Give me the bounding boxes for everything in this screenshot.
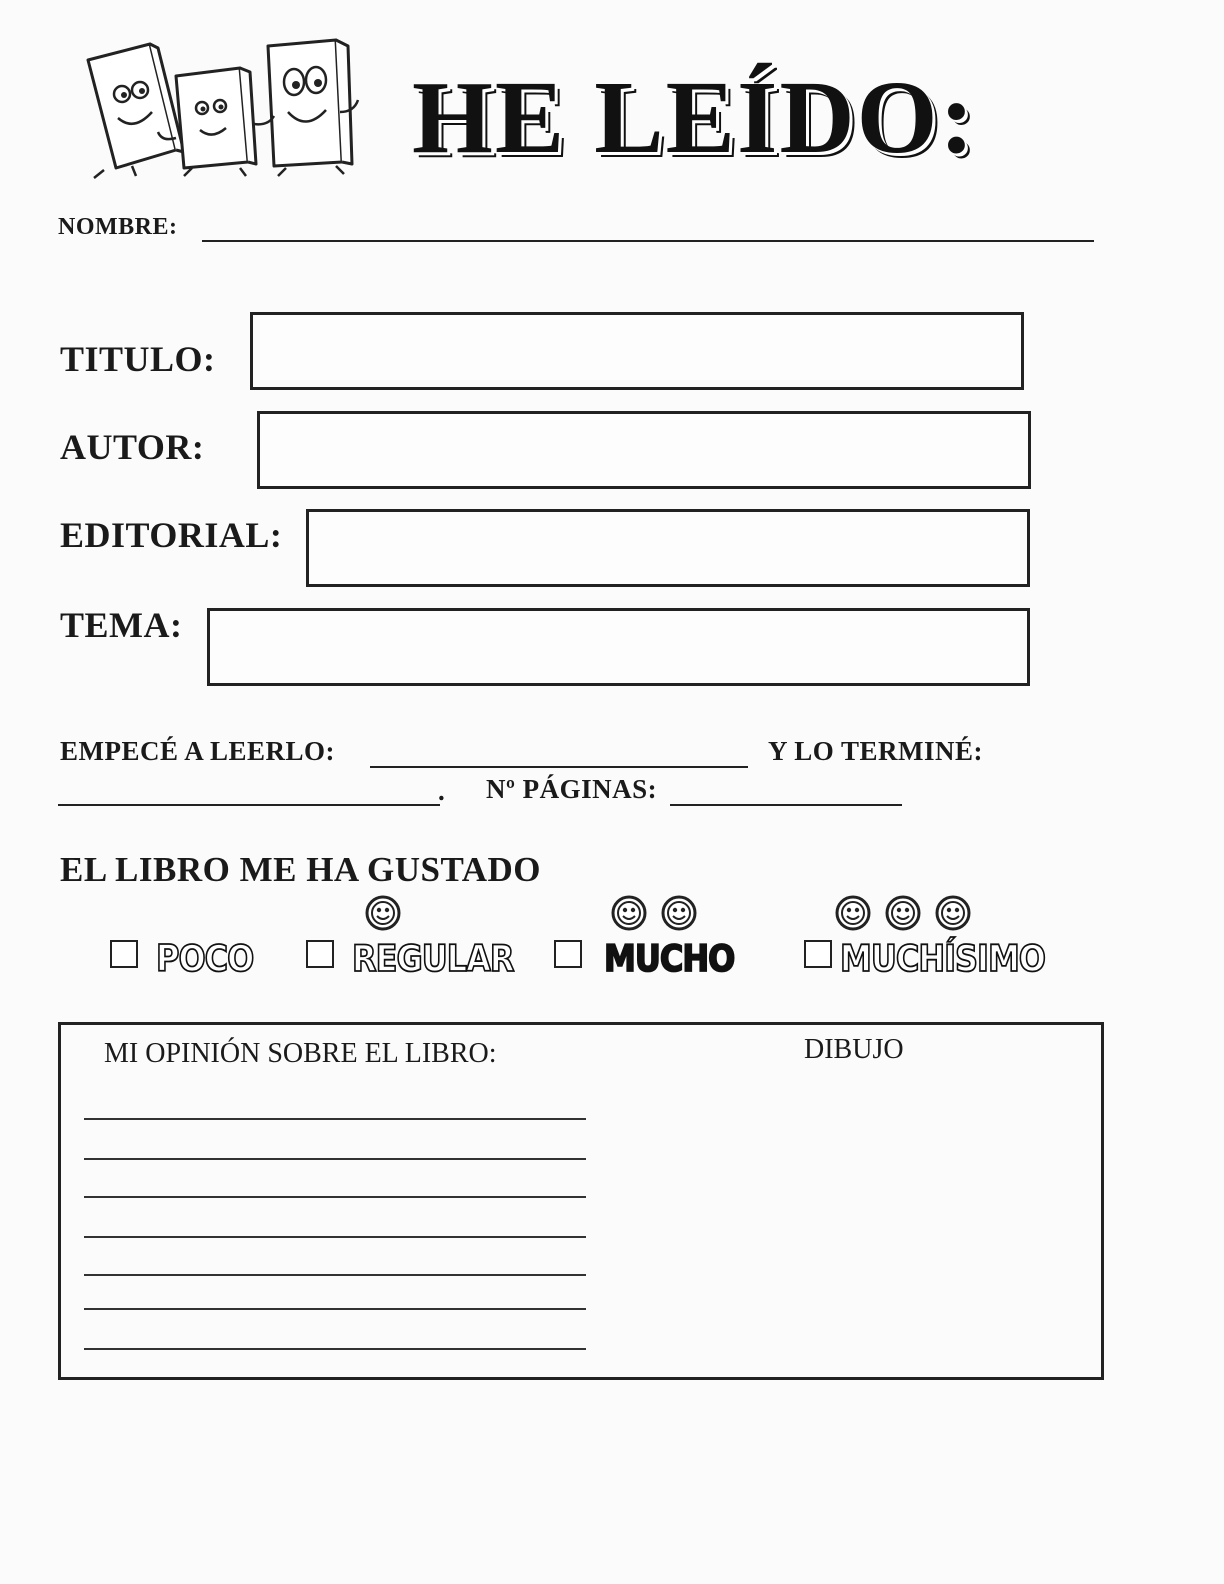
regular-checkbox[interactable] — [306, 940, 334, 968]
mucho-label: MUCHO — [604, 936, 735, 981]
books-illustration — [80, 32, 370, 182]
titulo-label: TITULO: — [60, 339, 216, 379]
opinion-line[interactable] — [84, 1236, 586, 1238]
tema-field[interactable] — [207, 608, 1030, 686]
mucho-checkbox[interactable] — [554, 940, 582, 968]
paginas-label: Nº PÁGINAS: — [486, 774, 658, 804]
muchisimo-label: MUCHÍSIMO — [840, 936, 1045, 981]
end-date-field[interactable] — [58, 804, 440, 806]
period-mark: . — [438, 776, 446, 806]
smiley-icon — [884, 894, 922, 932]
page-title: HE LEÍDO: — [412, 60, 977, 175]
nombre-label: NOMBRE: — [58, 214, 178, 240]
opinion-line[interactable] — [84, 1274, 586, 1276]
paginas-field[interactable] — [670, 804, 902, 806]
opinion-line[interactable] — [84, 1158, 586, 1160]
opinion-line[interactable] — [84, 1308, 586, 1310]
termine-label: Y LO TERMINÉ: — [768, 736, 984, 766]
drawing-area[interactable] — [620, 1080, 1080, 1360]
nombre-field[interactable] — [202, 240, 1094, 242]
opinion-line[interactable] — [84, 1348, 586, 1350]
poco-label: POCO — [156, 936, 254, 981]
dibujo-label: DIBUJO — [804, 1034, 904, 1065]
three-books-cartoon-icon — [80, 32, 370, 182]
poco-checkbox[interactable] — [110, 940, 138, 968]
smiley-icon — [610, 894, 648, 932]
muchisimo-checkbox[interactable] — [804, 940, 832, 968]
editorial-label: EDITORIAL: — [60, 515, 283, 555]
autor-field[interactable] — [257, 411, 1031, 489]
opinion-line[interactable] — [84, 1196, 586, 1198]
smiley-icon — [364, 894, 402, 932]
autor-label: AUTOR: — [60, 427, 205, 467]
start-date-field[interactable] — [370, 766, 748, 768]
smiley-icon — [660, 894, 698, 932]
tema-label: TEMA: — [60, 605, 183, 645]
titulo-field[interactable] — [250, 312, 1024, 390]
smiley-icon — [834, 894, 872, 932]
editorial-field[interactable] — [306, 509, 1030, 587]
regular-label: REGULAR — [352, 936, 514, 981]
empece-label: EMPECÉ A LEERLO: — [60, 736, 336, 766]
opinion-line[interactable] — [84, 1118, 586, 1120]
smiley-icon — [934, 894, 972, 932]
opinion-title: MI OPINIÓN SOBRE EL LIBRO: — [104, 1038, 497, 1069]
rating-heading: EL LIBRO ME HA GUSTADO — [60, 850, 542, 889]
